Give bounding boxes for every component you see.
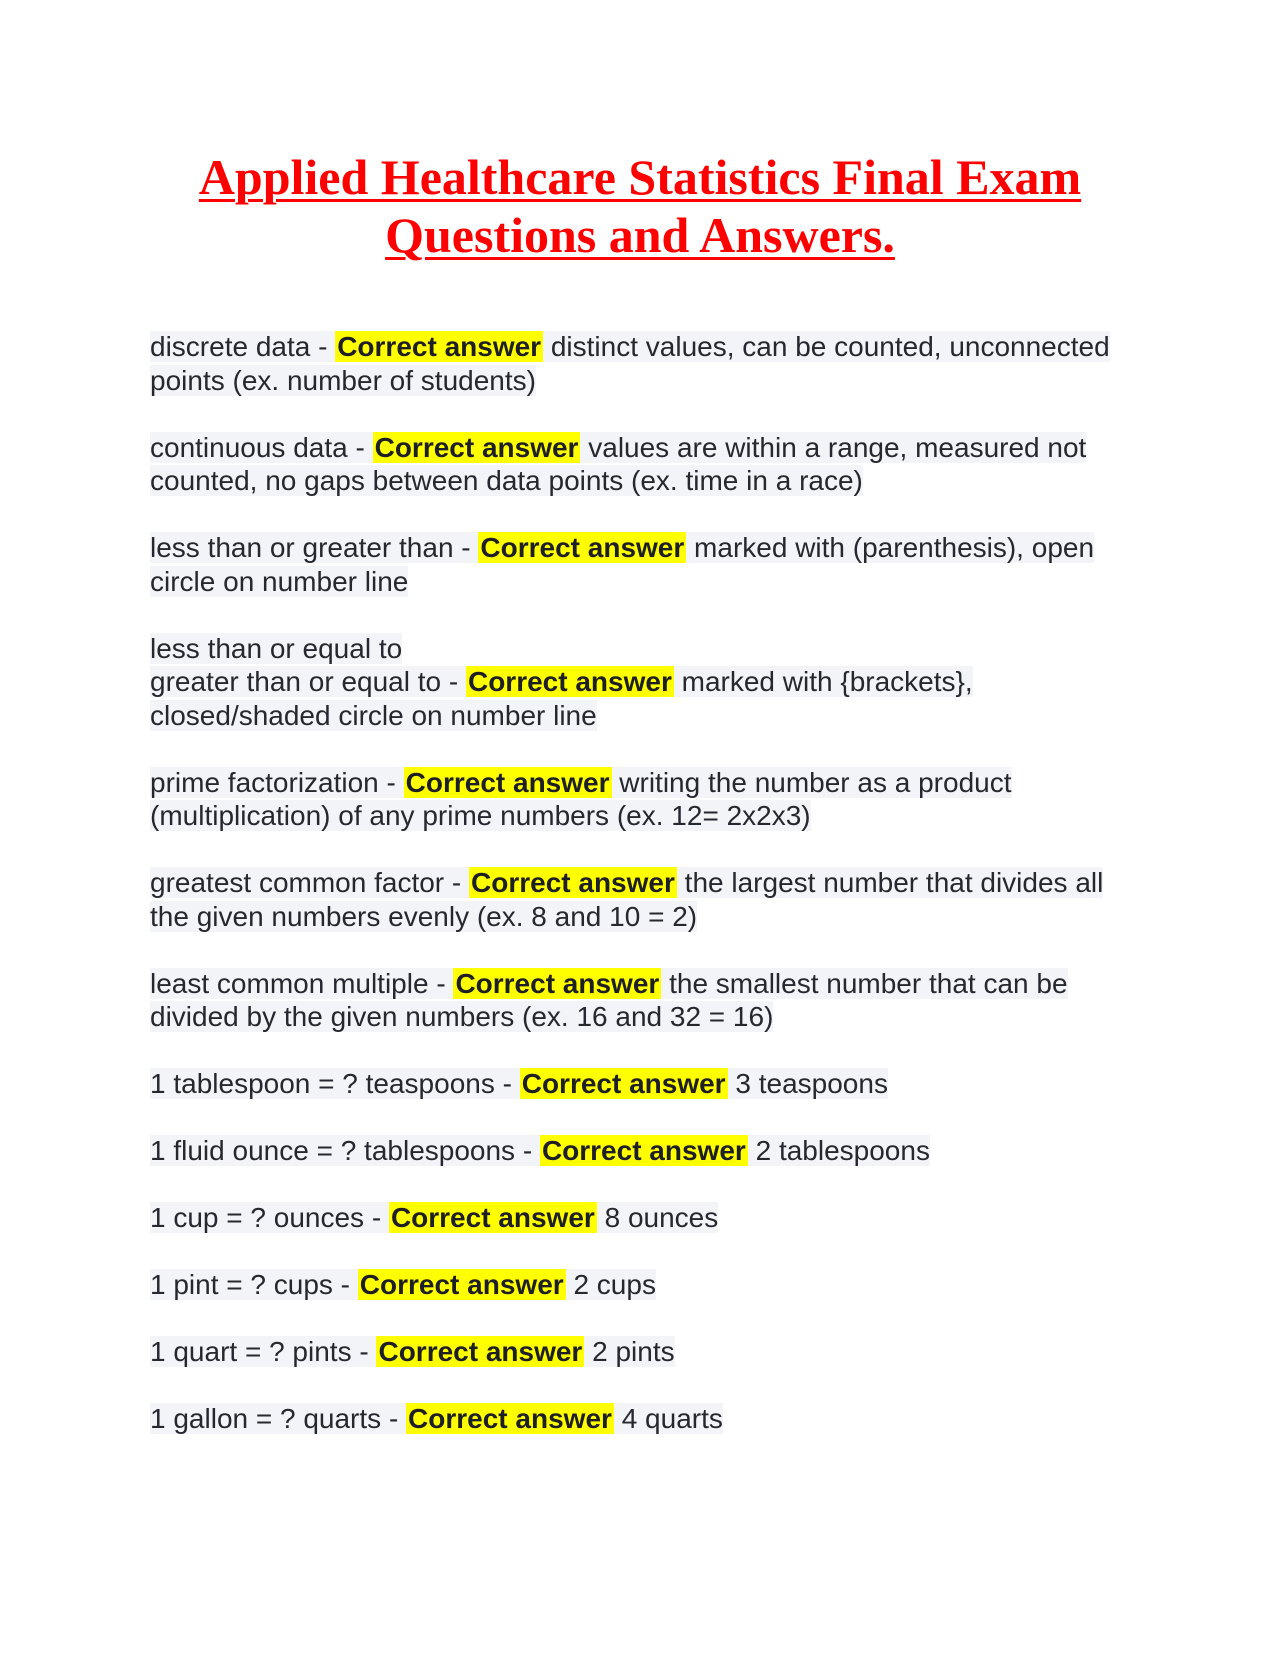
qa-line [150, 867, 1103, 932]
qa-item [150, 1268, 1150, 1302]
question-text: 1 gallon = ? quarts - [150, 1403, 407, 1434]
correct-answer-marker: Correct answer [471, 867, 675, 898]
answer-text: 2 pints [584, 1336, 675, 1367]
question-text: discrete data - [150, 331, 336, 362]
qa-line [150, 767, 1012, 832]
question-text: least common multiple - [150, 967, 454, 999]
qa-item [150, 431, 1150, 498]
document-title [0, 148, 1280, 264]
qa-item [150, 1067, 1150, 1101]
correct-answer-marker: Correct answer [337, 331, 542, 362]
qa-list [150, 330, 1150, 1469]
correct-answer-marker: Correct answer [455, 967, 660, 999]
qa-item [150, 967, 1150, 1034]
qa-item [150, 866, 1150, 933]
correct-answer-marker: Correct answer [480, 532, 685, 563]
title-line-1: Applied Healthcare Statistics Final Exam [198, 149, 1082, 205]
answer-text: 8 ounces [596, 1202, 719, 1233]
question-text: 1 pint = ? cups - [150, 1269, 358, 1300]
answer-text: 2 cups [565, 1269, 656, 1300]
qa-item [150, 1201, 1150, 1235]
question-text: 1 tablespoon = ? teaspoons - [150, 1068, 520, 1099]
question-text: less than or equal to greater than or equal to - [150, 632, 466, 697]
qa-item [150, 330, 1150, 397]
answer-text: writing the number as a product (multiplication) of any prime numbers (ex. 12= 2x2x3) [150, 766, 1012, 831]
answer-text: marked with {brackets}, closed/shaded circle on number line [150, 666, 973, 731]
qa-line [150, 432, 1086, 497]
correct-answer-marker: Correct answer [521, 1068, 726, 1099]
question-text: 1 quart = ? pints - [150, 1336, 377, 1367]
correct-answer-marker: Correct answer [405, 766, 610, 798]
qa-item [150, 1335, 1150, 1369]
qa-line [150, 1403, 723, 1434]
qa-item [150, 632, 1150, 733]
question-text: prime factorization - [150, 766, 404, 798]
question-text: greatest common factor - [150, 867, 470, 898]
correct-answer-marker: Correct answer [408, 1403, 612, 1434]
qa-line [150, 1202, 718, 1233]
qa-item [150, 531, 1150, 598]
qa-line [150, 968, 1068, 1033]
qa-line [150, 1269, 656, 1300]
answer-text: values are within a range, measured not counted, no gaps between data points (ex. time in a race) [150, 431, 1087, 496]
answer-text: 4 quarts [613, 1403, 723, 1434]
answer-text: 2 tablespoons [747, 1135, 930, 1166]
correct-answer-marker: Correct answer [378, 1336, 583, 1367]
qa-line [150, 1135, 930, 1166]
qa-item [150, 1402, 1150, 1436]
question-text: less than or greater than - [150, 532, 479, 563]
title-line-2: Questions and Answers. [385, 207, 895, 263]
qa-item [150, 766, 1150, 833]
answer-text: the smallest number that can be divided by the given numbers (ex. 16 and 32 = 16) [150, 967, 1068, 1032]
correct-answer-marker: Correct answer [390, 1202, 595, 1233]
answer-text: marked with (parenthesis), open circle on number line [150, 532, 1095, 597]
correct-answer-marker: Correct answer [467, 666, 672, 697]
question-text: 1 cup = ? ounces - [150, 1202, 389, 1233]
qa-line [150, 532, 1094, 597]
qa-line [150, 1068, 888, 1099]
question-text: 1 fluid ounce = ? tablespoons - [150, 1135, 540, 1166]
qa-item [150, 1134, 1150, 1168]
answer-text: distinct values, can be counted, unconnected points (ex. number of students) [150, 331, 1110, 396]
qa-line [150, 1336, 675, 1367]
question-text: continuous data - [150, 431, 373, 463]
answer-text: 3 teaspoons [727, 1068, 888, 1099]
correct-answer-marker: Correct answer [541, 1135, 746, 1166]
correct-answer-marker: Correct answer [359, 1269, 564, 1300]
answer-text: the largest number that divides all the given numbers evenly (ex. 8 and 10 = 2) [150, 867, 1104, 932]
correct-answer-marker: Correct answer [374, 431, 579, 463]
qa-line [150, 633, 973, 731]
qa-line [150, 331, 1110, 396]
